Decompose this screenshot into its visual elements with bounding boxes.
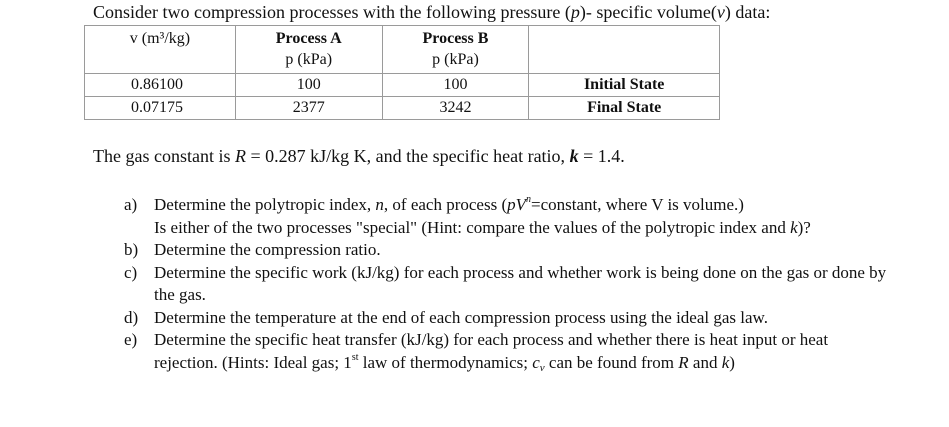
- cell-process-a: 100: [235, 74, 382, 97]
- header-process-a-title: Process A: [275, 30, 342, 47]
- question-text: Determine the compression ratio.: [154, 240, 381, 259]
- cell-state: Final State: [529, 97, 720, 120]
- question-label: d): [124, 307, 139, 327]
- question-text: Determine the polytropic index, n, of each process ($pV^n=constant$, where V is volume.) Is either of the two processes "special" (Hint: compare the values of the polytropic index and k)?: [154, 194, 811, 237]
- header-state: [529, 26, 720, 74]
- question-label: a): [124, 195, 138, 214]
- question-text: Determine the specific heat transfer (kJ/kg) for each process and whether there is heat input or heat rejection. (Hints: Ideal gas; 1st law of thermodynamics; $c_v$ can be found from R and k): [154, 330, 829, 374]
- question-label: b): [124, 240, 139, 259]
- question-label: e): [124, 330, 138, 349]
- cell-v: 0.86100: [85, 74, 236, 97]
- header-process-a-unit: p (kPa): [285, 51, 333, 68]
- question-text: Determine the temperature at the end of each compression process using the ideal gas law.: [154, 307, 768, 327]
- header-process-a: [235, 26, 382, 74]
- table-header-row: [85, 26, 720, 74]
- question-label: c): [124, 262, 138, 282]
- cell-process-b: 100: [382, 74, 529, 97]
- cell-process-b: 3242: [382, 97, 529, 120]
- question-c: [124, 262, 894, 307]
- header-process-b-title: Process B: [422, 30, 489, 47]
- cell-process-a: 2377: [235, 97, 382, 120]
- header-specific-volume: v (m³/kg): [85, 26, 236, 74]
- pressure-volume-table: [84, 25, 720, 120]
- table-row: [85, 97, 720, 120]
- gas-constant-statement: The gas constant is R = 0.287 kJ/kg K, and the specific heat ratio, k = 1.4.: [93, 146, 625, 166]
- question-list: [124, 194, 894, 374]
- question-d: [124, 307, 894, 330]
- question-text: Determine the specific work (kJ/kg) for each process and whether work is being done on the gas or done by the gas.: [154, 262, 887, 304]
- cell-state: Initial State: [529, 74, 720, 97]
- question-e: [124, 329, 894, 374]
- header-process-b-unit: p (kPa): [432, 51, 479, 68]
- question-b: [124, 239, 894, 262]
- table-row: [85, 74, 720, 97]
- header-process-b: [382, 26, 529, 74]
- question-a: [124, 194, 894, 239]
- intro-text: Consider two compression processes with the following pressure (p)- specific volume(v) data:: [93, 2, 771, 22]
- cell-v: 0.07175: [85, 97, 236, 120]
